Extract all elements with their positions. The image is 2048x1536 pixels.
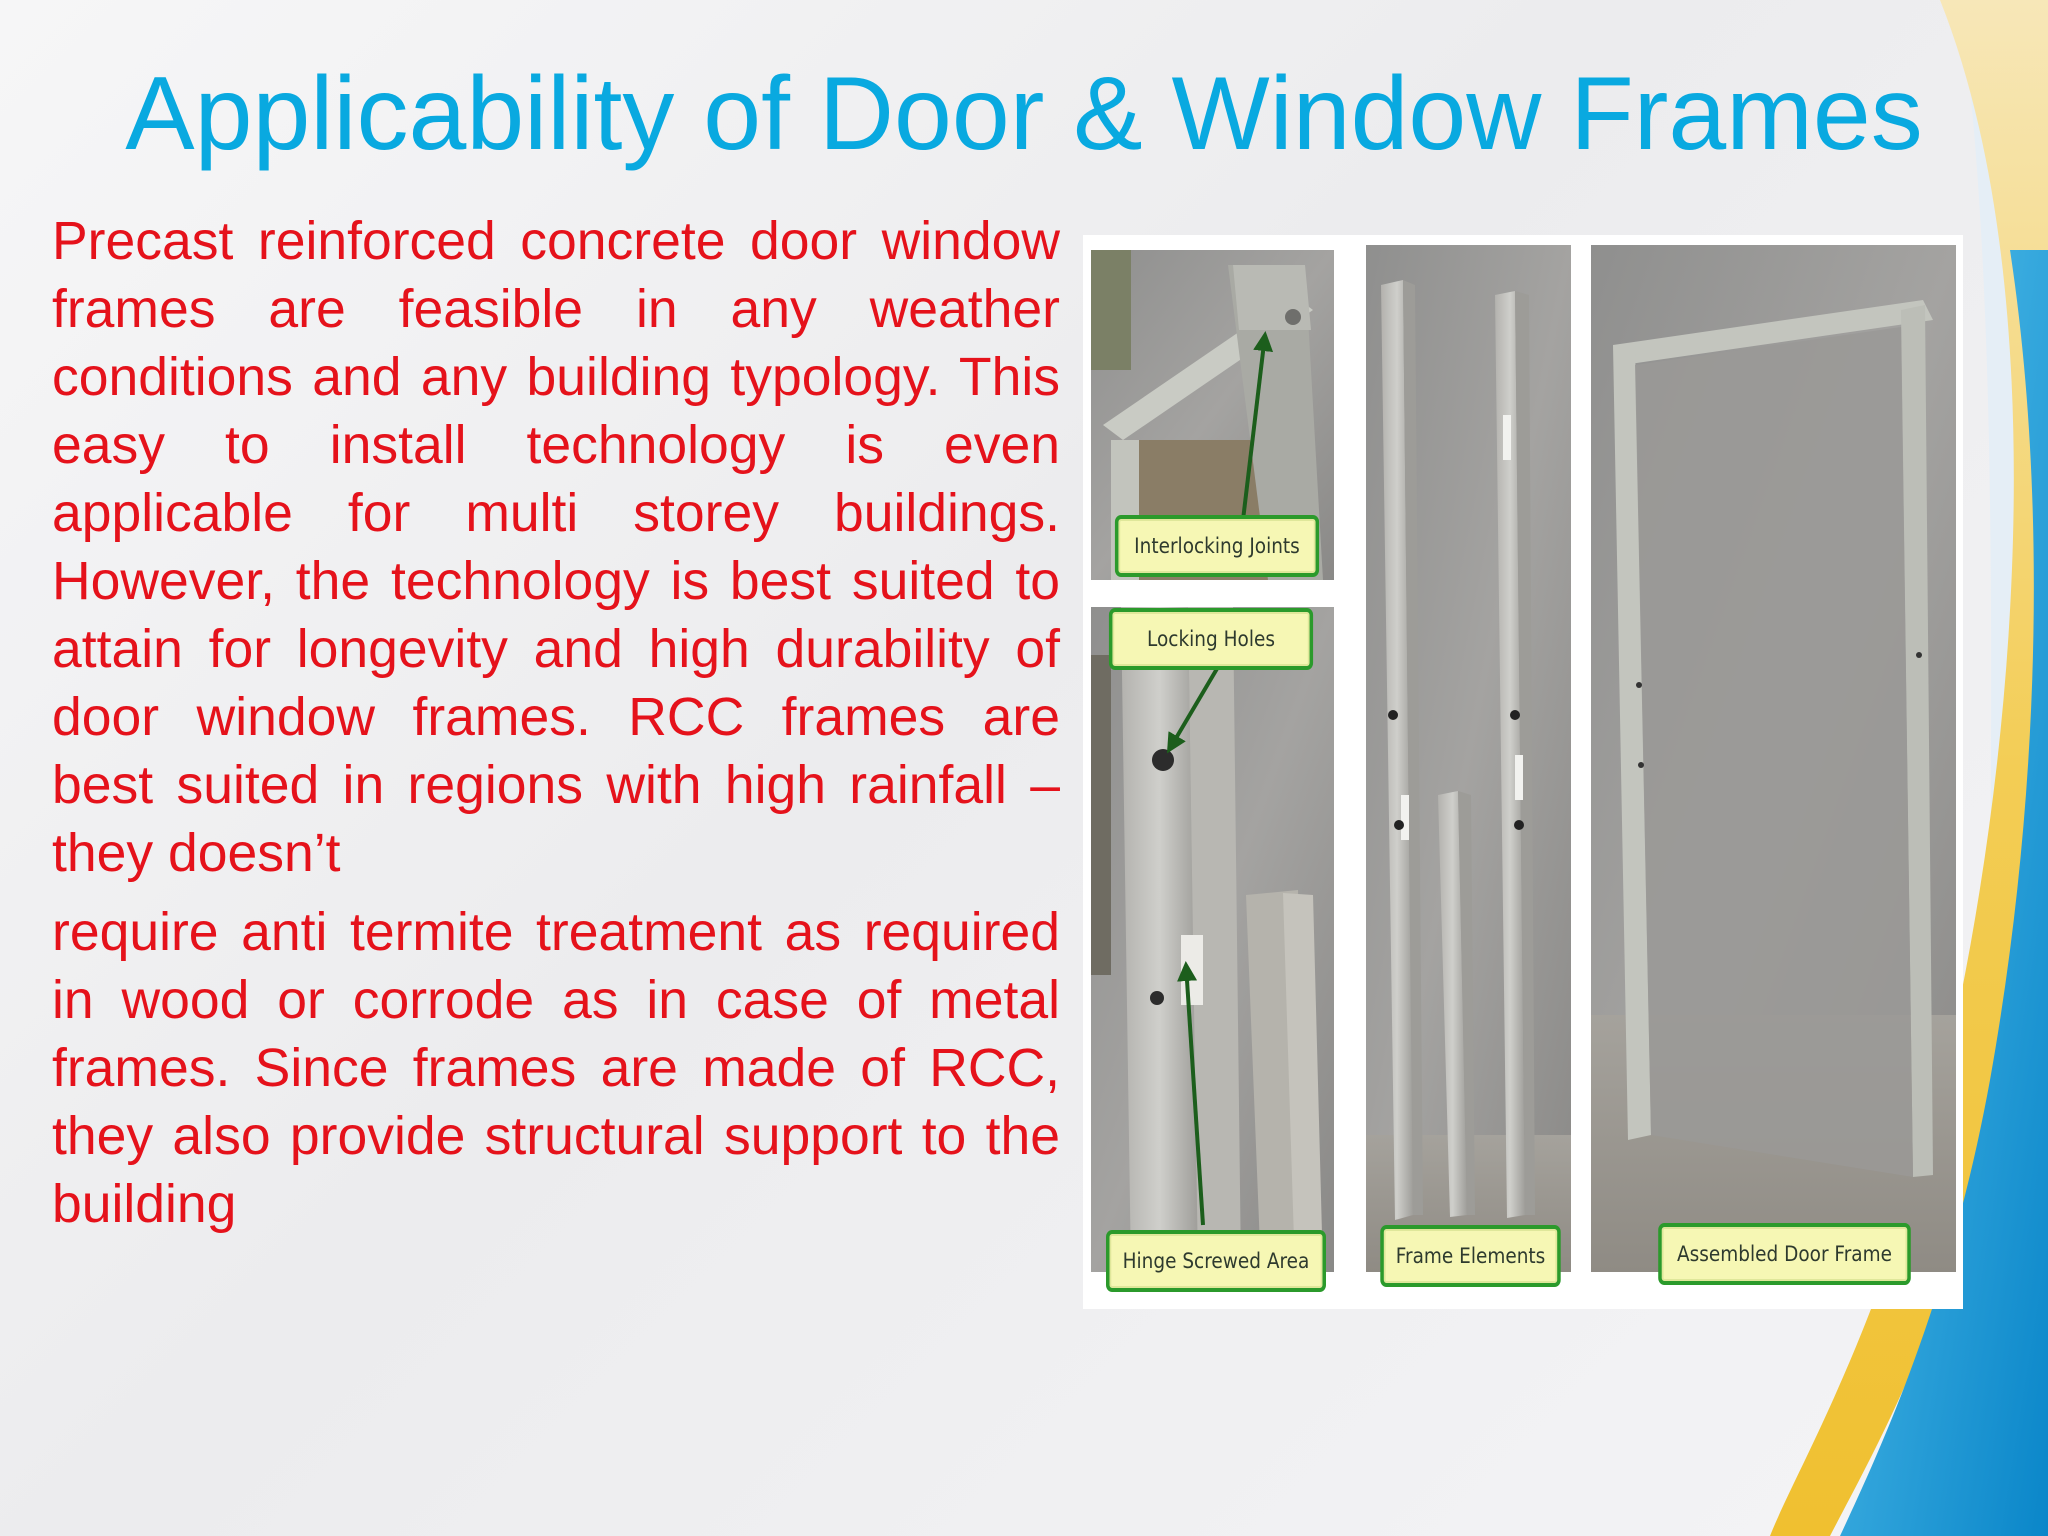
door-frame-photo-collage — [1083, 235, 1963, 1309]
slide-title: Applicability of Door & Window Frames — [125, 56, 1923, 172]
body-paragraph-2: require anti termite treatment as required in wood or corrode as in case of metal frames. Since frames are made of RCC, they also provide structural support to the building — [52, 903, 1060, 1234]
label-interlocking-joints: Interlocking Joints — [1115, 515, 1319, 577]
body-paragraph-1: Precast reinforced concrete door window frames are feasible in any weather conditions and any building typology. This easy to install technology is even applicable for multi storey buildings. However, the technology is best suited to attain for longevity and high durability of door window frames. RCC frames are best suited in regions with high rainfall – they doesn’t — [52, 212, 1060, 883]
photo-assembled-door-frame — [1591, 245, 1956, 1272]
slide-body — [52, 208, 1060, 1239]
photo-collage-drawing — [1083, 235, 1963, 1309]
label-assembled-door-frame: Assembled Door Frame — [1658, 1223, 1911, 1285]
label-frame-elements: Frame Elements — [1380, 1225, 1560, 1287]
label-locking-holes: Locking Holes — [1109, 608, 1313, 670]
photo-hinge-locking-holes — [1091, 607, 1334, 1272]
photo-frame-elements — [1366, 245, 1571, 1272]
label-hinge-screwed-area: Hinge Screwed Area — [1106, 1230, 1326, 1292]
